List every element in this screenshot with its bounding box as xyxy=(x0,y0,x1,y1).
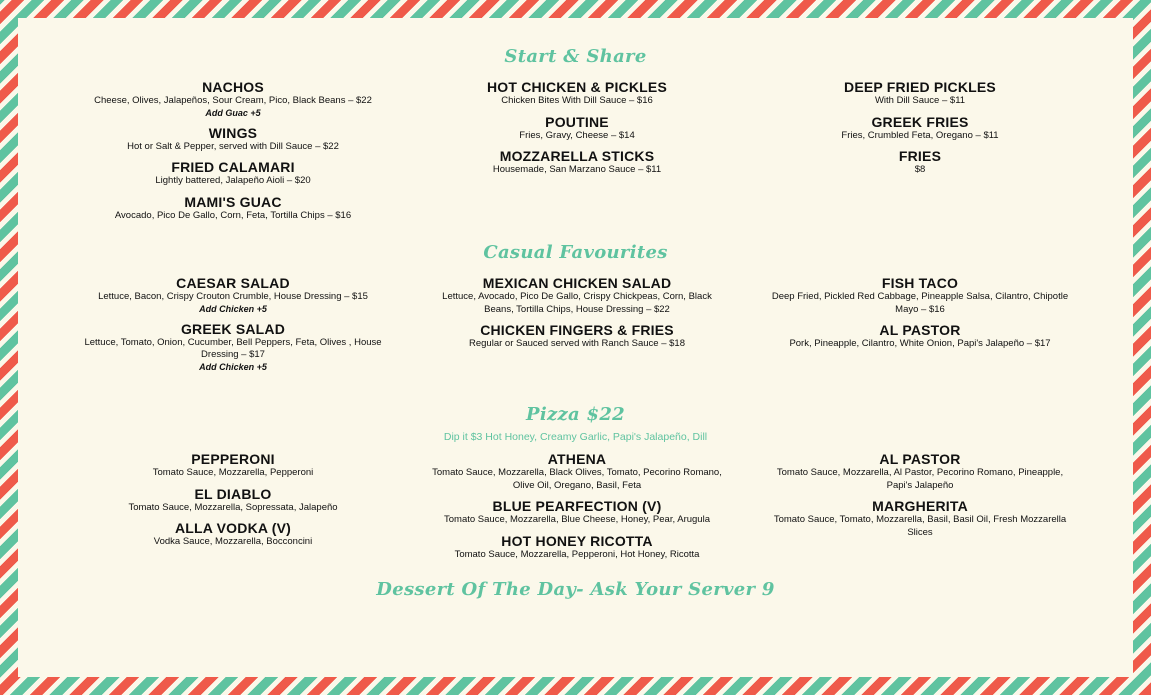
menu-item-name: MOZZARELLA STICKS xyxy=(499,148,655,164)
menu-item-description: Lettuce, Avocado, Pico De Gallo, Crispy Chickpeas, Corn, Black Beans, Tortilla Chips, House Dressing – $22 xyxy=(442,291,712,315)
menu-item-name: AL PASTOR xyxy=(879,322,961,338)
section-title-start-share: Start & Share xyxy=(504,46,647,67)
menu-item-description: Housemade, San Marzano Sauce – $11 xyxy=(492,164,662,175)
menu-item-description: Tomato Sauce, Mozzarella, Pepperoni, Hot Honey, Ricotta xyxy=(454,548,700,560)
menu-item xyxy=(88,125,378,154)
menu-item xyxy=(427,533,727,562)
menu-item xyxy=(770,322,1070,351)
menu-item-name: FISH TACO xyxy=(881,275,959,291)
menu-item-name: MEXICAN CHICKEN SALAD xyxy=(482,275,672,291)
section-title-dessert: Dessert Of The Day- Ask Your Server 9 xyxy=(376,579,775,600)
menu-item-addon: Add Chicken +5 xyxy=(199,303,267,314)
menu-item-description: Deep Fried, Pickled Red Cabbage, Pineapple Salsa, Cilantro, Chipotle Mayo – $16 xyxy=(771,291,1069,315)
menu-item-name: CAESAR SALAD xyxy=(176,275,290,291)
menu-item xyxy=(770,451,1070,492)
menu-item-description: Avocado, Pico De Gallo, Corn, Feta, Tortilla Chips – $16 xyxy=(114,209,352,221)
section-title-casual-favourites: Casual Favourites xyxy=(483,242,668,263)
menu-item-description: Chicken Bites With Dill Sauce – $16 xyxy=(501,95,653,106)
start-middle-column xyxy=(432,79,722,183)
menu-item-description: Tomato Sauce, Mozzarella, Pepperoni xyxy=(152,467,314,478)
menu-item-name: PEPPERONI xyxy=(191,451,275,467)
section-title-pizza: Pizza $22 xyxy=(525,404,626,425)
menu-item-name: POUTINE xyxy=(545,113,609,130)
menu-item-description: Tomato Sauce, Mozzarella, Al Pastor, Pecorino Romano, Pineapple, Papi's Jalapeño xyxy=(776,467,1064,491)
start-left-column xyxy=(88,79,378,228)
menu-item-name: BLUE PEARFECTION (V) xyxy=(492,498,662,514)
menu-item-description: Lettuce, Bacon, Crispy Crouton Crumble, House Dressing – $15 xyxy=(98,291,368,302)
menu-item xyxy=(775,79,1065,108)
menu-item-name: MAMI'S GUAC xyxy=(184,193,282,210)
menu-item-name: NACHOS xyxy=(202,79,264,95)
pizza-left-column xyxy=(88,451,378,555)
menu-item xyxy=(427,498,727,527)
menu-item-description: Tomato Sauce, Tomato, Mozzarella, Basil, Basil Oil, Fresh Mozzarella Slices xyxy=(773,514,1067,538)
menu-item-name: EL DIABLO xyxy=(194,485,272,502)
menu-item xyxy=(770,275,1070,316)
menu-item xyxy=(775,148,1065,177)
menu-item xyxy=(770,498,1070,539)
menu-item-name: HOT HONEY RICOTTA xyxy=(501,532,653,549)
menu-item-description: Tomato Sauce, Mozzarella, Blue Cheese, Honey, Pear, Arugula xyxy=(444,514,710,525)
menu-item-description: Pork, Pineapple, Cilantro, White Onion, Papi's Jalapeño – $17 xyxy=(789,338,1051,349)
menu-item-description: With Dill Sauce – $11 xyxy=(874,95,966,106)
menu-item xyxy=(432,275,722,316)
menu-item-addon: Add Chicken +5 xyxy=(199,361,267,372)
menu-item xyxy=(88,79,378,119)
menu-item-name: DEEP FRIED PICKLES xyxy=(844,79,996,95)
menu-item-name: ATHENA xyxy=(547,451,607,467)
menu-item-name: HOT CHICKEN & PICKLES xyxy=(487,79,667,95)
menu-item xyxy=(88,520,378,549)
menu-item-addon: Add Guac +5 xyxy=(205,107,261,118)
menu-item xyxy=(83,321,383,373)
pizza-dip-note: Dip it $3 Hot Honey, Creamy Garlic, Papi's Jalapeño, Dill xyxy=(443,431,708,443)
menu-item-name: MARGHERITA xyxy=(872,498,968,514)
menu-item xyxy=(432,148,722,177)
menu-item xyxy=(88,194,378,223)
menu-item xyxy=(432,114,722,143)
menu-item xyxy=(432,322,722,351)
pizza-right-column xyxy=(770,451,1070,545)
menu-item-description: Tomato Sauce, Mozzarella, Black Olives, Tomato, Pecorino Romano, Olive Oil, Oregano, Basil, Feta xyxy=(432,467,722,491)
menu-item-name: GREEK FRIES xyxy=(871,113,969,130)
menu-item-name: GREEK SALAD xyxy=(180,320,286,337)
pizza-middle-column xyxy=(427,451,727,567)
menu-item xyxy=(83,275,383,315)
menu-item-description: Fries, Crumbled Feta, Oregano – $11 xyxy=(841,129,999,141)
menu-item-name: CHICKEN FINGERS & FRIES xyxy=(480,322,674,338)
menu-item-description: Tomato Sauce, Mozzarella, Sopressata, Jalapeño xyxy=(128,501,338,513)
menu-item-description: Lettuce, Tomato, Onion, Cucumber, Bell Peppers, Feta, Olives , House Dressing – $17 xyxy=(84,336,382,360)
menu-item xyxy=(427,451,727,492)
menu-item xyxy=(88,451,378,480)
menu-item-description: Fries, Gravy, Cheese – $14 xyxy=(519,129,635,141)
menu-item-description: Vodka Sauce, Mozzarella, Bocconcini xyxy=(153,536,313,547)
menu-item-description: Cheese, Olives, Jalapeños, Sour Cream, Pico, Black Beans – $22 xyxy=(94,95,372,106)
menu-item-description: Lightly battered, Jalapeño Aioli – $20 xyxy=(155,175,311,186)
menu-item-name: AL PASTOR xyxy=(879,451,961,467)
menu-item-name: WINGS xyxy=(208,124,258,141)
menu-item-name: FRIED CALAMARI xyxy=(171,159,295,175)
menu-item-name: ALLA VODKA (V) xyxy=(174,520,292,536)
start-right-column xyxy=(775,79,1065,183)
menu-item-name: FRIES xyxy=(898,148,942,164)
menu-item xyxy=(775,114,1065,143)
menu-item-description: $8 xyxy=(914,164,926,175)
casual-middle-column xyxy=(432,275,722,357)
menu-item xyxy=(88,486,378,515)
casual-left-column xyxy=(83,275,383,379)
menu-item-description: Regular or Sauced served with Ranch Sauce – $18 xyxy=(469,338,685,349)
menu-item-description: Hot or Salt & Pepper, served with Dill Sauce – $22 xyxy=(127,140,339,152)
casual-right-column xyxy=(770,275,1070,357)
menu-item xyxy=(88,159,378,188)
menu-item xyxy=(432,79,722,108)
